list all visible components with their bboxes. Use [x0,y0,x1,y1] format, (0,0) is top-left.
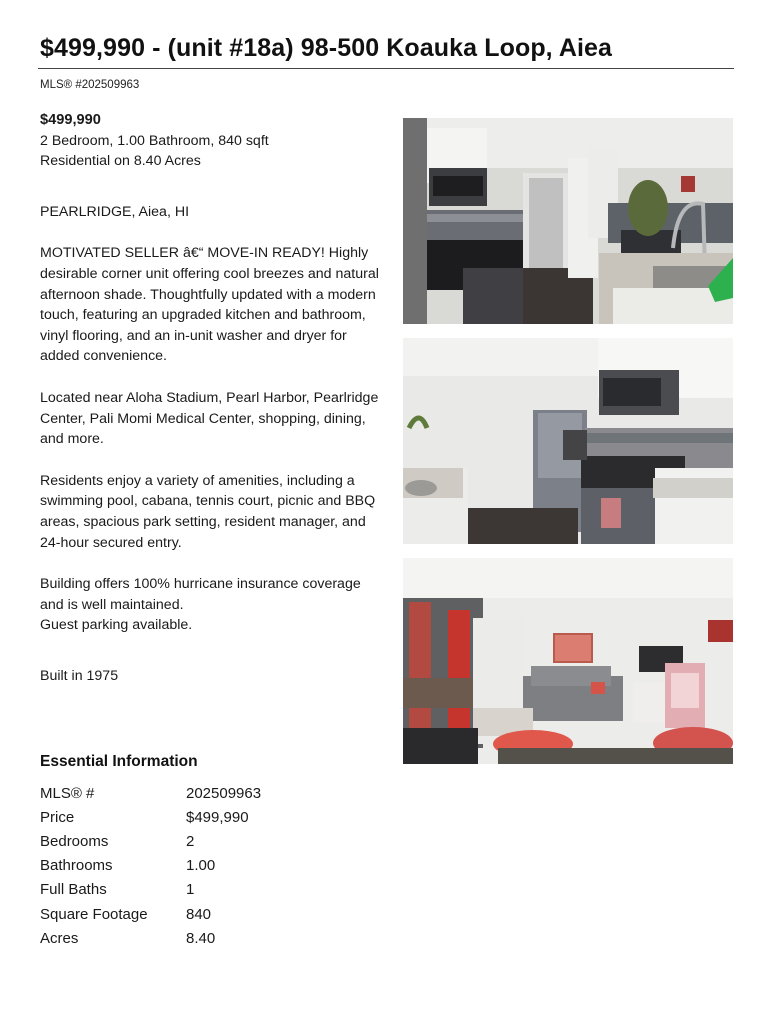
listing-title: $499,990 - (unit #18a) 98-500 Koauka Loop, Aiea [40,34,613,62]
info-label: Bedrooms [40,832,109,850]
info-value: 8.40 [186,929,216,947]
kitchen-stove-photo[interactable] [403,338,733,544]
table-row [40,781,261,805]
info-label: Price [40,808,75,826]
kitchen-sink-photo[interactable] [403,118,733,324]
parking-note: Guest parking available. [40,617,193,634]
info-value: $499,990 [186,808,249,826]
essential-info-heading: Essential Information [40,753,198,770]
info-label: Bathrooms [40,857,113,875]
listing-price: $499,990 [40,112,101,128]
building-note: Building offers 100% hurricane insurance coverage and is well maintained. [40,576,361,613]
table-row [40,805,261,829]
info-label: Acres [40,929,79,947]
year-built: Built in 1975 [40,667,119,684]
info-label: MLS® # [40,784,95,802]
table-row [40,878,261,902]
mls-number: MLS® #202509963 [40,79,140,91]
info-value: 840 [186,905,212,923]
info-value: 1 [186,881,195,899]
info-value: 1.00 [186,857,216,875]
table-row [40,926,261,950]
living-room-photo[interactable] [403,558,733,764]
listing-summary: 2 Bedroom, 1.00 Bathroom, 840 sqft [40,132,269,149]
info-label: Square Footage [40,905,148,923]
listing-details [40,110,385,686]
description-paragraph: Located near Aloha Stadium, Pearl Harbor, Pearlridge Center, Pali Momi Medical Center, shopping, dining, and more. [40,389,379,448]
description-paragraph: Residents enjoy a variety of amenities, including a swimming pool, cabana, tennis court, picnic and BBQ areas, spacious park setting, resident manager, and 24-hour secured entry. [40,472,376,551]
table-row [40,829,261,853]
info-value: 2 [186,832,195,850]
table-row [40,854,261,878]
title-divider [38,68,734,69]
property-type: Residential on 8.40 Acres [40,153,201,170]
essential-info-table [40,781,261,950]
info-label: Full Baths [40,881,107,899]
description-paragraph: MOTIVATED SELLER â€“ MOVE-IN READY! Highly desirable corner unit offering cool breezes and natural afternoon shade. Thoughtfully updated with a modern touch, featuring an upgraded kitchen and bathroom, vinyl flooring, and an in-unit washer and dryer for added convenience. [40,245,379,365]
listing-location: PEARLRIDGE, Aiea, HI [40,203,190,220]
table-row [40,902,261,926]
info-value: 202509963 [186,784,262,802]
